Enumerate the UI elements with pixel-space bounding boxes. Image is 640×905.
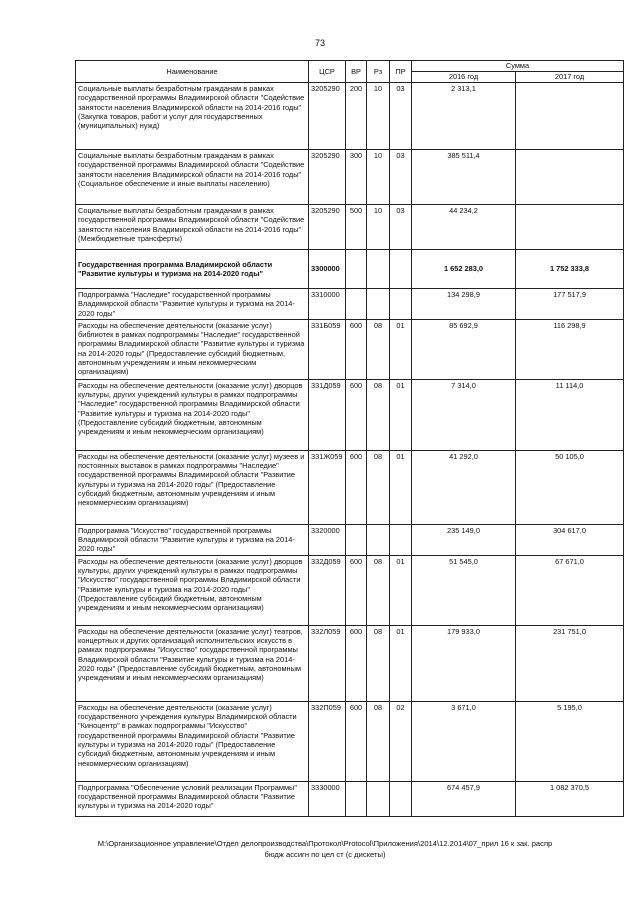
row-pr: 01 [390,555,412,625]
row-rz [367,250,390,289]
row-rz: 10 [367,83,390,150]
row-rz: 08 [367,625,390,701]
row-sum-2016: 51 545,0 [412,555,516,625]
row-csr: 3300000 [309,250,346,289]
row-sum-2016: 134 298,9 [412,289,516,320]
row-sum-2017: 304 617,0 [516,524,624,555]
header-name: Наименование [76,61,309,83]
row-sum-2017: 11 114,0 [516,379,624,450]
table-row [76,701,624,781]
row-csr: 332Д059 [309,555,346,625]
row-rz: 08 [367,701,390,781]
row-vr: 600 [346,319,367,379]
row-csr: 3330000 [309,781,346,816]
row-csr: 3310000 [309,289,346,320]
row-name: Расходы на обеспечение деятельности (оказание услуг) дворцов культуры, других учреждений культуры в рамках подпрограммы "Искусство" государственной программы Владимирской области "Развитие культуры и туризма на 2014-2020 годы" (Предоставление субсидий бюджетным, автономным учреждениям и иным некоммерческим организациям) [76,555,309,625]
header-rz: Рз [367,61,390,83]
row-name: Расходы на обеспечение деятельности (оказание услуг) музеев и постоянных выставок в рамках подпрограммы "Наследие" государственной программы Владимирской области "Развитие культуры и туризма на 2014-2020 годы" (Предоставление субсидий бюджетным, автономным учреждениям и иным некоммерческим организациям) [76,450,309,524]
row-pr: 01 [390,625,412,701]
row-pr: 02 [390,701,412,781]
budget-table [75,60,624,817]
row-sum-2017: 231 751,0 [516,625,624,701]
row-vr [346,250,367,289]
row-vr: 300 [346,150,367,205]
footer-line-1: М:\Организационное управление\Отдел делопроизводства\Протокол\Protocol\Приложения\2014\12.2014\07_прил 16 к зак. распр [97,839,553,848]
row-rz: 10 [367,150,390,205]
row-vr: 600 [346,701,367,781]
row-sum-2016: 44 234,2 [412,205,516,250]
row-rz: 10 [367,205,390,250]
row-sum-2016: 3 671,0 [412,701,516,781]
row-pr [390,250,412,289]
table-row [76,524,624,555]
row-pr: 01 [390,450,412,524]
row-sum-2017 [516,83,624,150]
row-sum-2017: 67 671,0 [516,555,624,625]
table-row [76,450,624,524]
row-csr: 331Б059 [309,319,346,379]
row-rz: 08 [367,319,390,379]
table-row [76,205,624,250]
row-vr: 600 [346,450,367,524]
table-row [76,250,624,289]
table-row [76,781,624,816]
row-pr: 01 [390,319,412,379]
row-sum-2016: 7 314,0 [412,379,516,450]
row-name: Социальные выплаты безработным гражданам в рамках государственной программы Владимирской области "Содействие занятости населения Владимирской области на 2014-2016 годы" (Закупка товаров, работ и услуг для государственных (муниципальных) нужд) [76,83,309,150]
row-sum-2016: 41 292,0 [412,450,516,524]
row-vr [346,781,367,816]
header-csr: ЦСР [309,61,346,83]
row-sum-2017: 5 195,0 [516,701,624,781]
footer-line-2: бюдж ассигн по цел ст (с дискеты) [264,850,386,859]
row-csr: 3205290 [309,83,346,150]
row-pr: 03 [390,83,412,150]
row-pr [390,289,412,320]
row-name: Подпрограмма "Наследие" государственной программы Владимирской области "Развитие культуры и туризма на 2014-2020 годы" [76,289,309,320]
row-csr: 3320000 [309,524,346,555]
row-name: Подпрограмма "Обеспечение условий реализации Программы" государственной программы Владимирской области "Развитие культуры и туризма на 2014-2020 годы" [76,781,309,816]
row-name: Расходы на обеспечение деятельности (оказание услуг) библиотек в рамках подпрограммы "Наследие" государственной программы Владимирской области "Развитие культуры и туризма на 2014-2020 годы" (Предоставление субсидий бюджетным, автономным учреждениям и иным некоммерческим организациям) [76,319,309,379]
row-vr: 600 [346,379,367,450]
row-sum-2016: 1 652 283,0 [412,250,516,289]
row-sum-2017 [516,205,624,250]
row-vr: 500 [346,205,367,250]
row-name: Подпрограмма "Искусство" государственной программы Владимирской области "Развитие культуры и туризма на 2014-2020 годы" [76,524,309,555]
row-rz [367,289,390,320]
row-name: Социальные выплаты безработным гражданам в рамках государственной программы Владимирской области "Содействие занятости населения Владимирской области на 2014-2016 годы" (Социальное обеспечение и иные выплаты населению) [76,150,309,205]
row-sum-2017: 1 752 333,8 [516,250,624,289]
row-name: Расходы на обеспечение деятельности (оказание услуг) театров, концертных и других организаций исполнительских искусств в рамках подпрограммы "Искусство" государственной программы Владимирской области "Развитие культуры и туризма на 2014-2020 годы" (Предоставление субсидий бюджетным, автономным учреждениям и иным некоммерческим организациям) [76,625,309,701]
header-2017: 2017 год [516,72,624,83]
row-pr: 03 [390,205,412,250]
row-name: Социальные выплаты безработным гражданам в рамках государственной программы Владимирской области "Содействие занятости населения Владимирской области на 2014-2016 годы" (Межбюджетные трансферты) [76,205,309,250]
row-rz [367,524,390,555]
row-sum-2017: 116 298,9 [516,319,624,379]
row-rz: 08 [367,379,390,450]
row-sum-2017 [516,150,624,205]
row-pr: 03 [390,150,412,205]
row-rz [367,781,390,816]
row-name: Расходы на обеспечение деятельности (оказание услуг) государственного учреждения культуры Владимирской области "Киноцентр" в рамках подпрограммы "Искусство" государственной программы Владимирской области "Развитие культуры и туризма на 2014-2020 годы" (Предоставление субсидий бюджетным, автономным учреждениям и иным некоммерческим организациям) [76,701,309,781]
row-sum-2016: 235 149,0 [412,524,516,555]
row-sum-2016: 179 933,0 [412,625,516,701]
row-csr: 3205290 [309,150,346,205]
table-row [76,379,624,450]
row-csr: 331Д059 [309,379,346,450]
row-pr [390,781,412,816]
row-sum-2016: 85 692,9 [412,319,516,379]
row-pr [390,524,412,555]
page-number: 73 [314,38,325,48]
table-row [76,83,624,150]
row-name: Государственная программа Владимирской области "Развитие культуры и туризма на 2014-2020 годы" [76,250,309,289]
row-csr: 331Ж059 [309,450,346,524]
row-rz: 08 [367,450,390,524]
table-row [76,319,624,379]
row-sum-2016: 674 457,9 [412,781,516,816]
header-vr: ВР [346,61,367,83]
header-2016: 2016 год [412,72,516,83]
row-vr: 200 [346,83,367,150]
table-row [76,625,624,701]
row-vr: 600 [346,555,367,625]
header-row [76,61,624,72]
file-path-footer [55,838,595,860]
row-sum-2017: 50 105,0 [516,450,624,524]
table-row [76,150,624,205]
row-csr: 332П059 [309,701,346,781]
row-sum-2016: 2 313,1 [412,83,516,150]
row-vr [346,524,367,555]
row-sum-2017: 177 517,9 [516,289,624,320]
table-row [76,289,624,320]
row-name: Расходы на обеспечение деятельности (оказание услуг) дворцов культуры, других учреждений культуры в рамках подпрограммы "Наследие" государственной программы Владимирской области "Развитие культуры и туризма на 2014-2020 годы" (Предоставление субсидий бюджетным, автономным учреждениям и иным некоммерческим организациям) [76,379,309,450]
row-csr: 332Л059 [309,625,346,701]
row-csr: 3205290 [309,205,346,250]
row-rz: 08 [367,555,390,625]
row-pr: 01 [390,379,412,450]
row-sum-2016: 385 511,4 [412,150,516,205]
row-sum-2017: 1 082 370,5 [516,781,624,816]
row-vr: 600 [346,625,367,701]
row-vr [346,289,367,320]
table-row [76,555,624,625]
header-sum: Сумма [412,61,624,72]
header-pr: ПР [390,61,412,83]
